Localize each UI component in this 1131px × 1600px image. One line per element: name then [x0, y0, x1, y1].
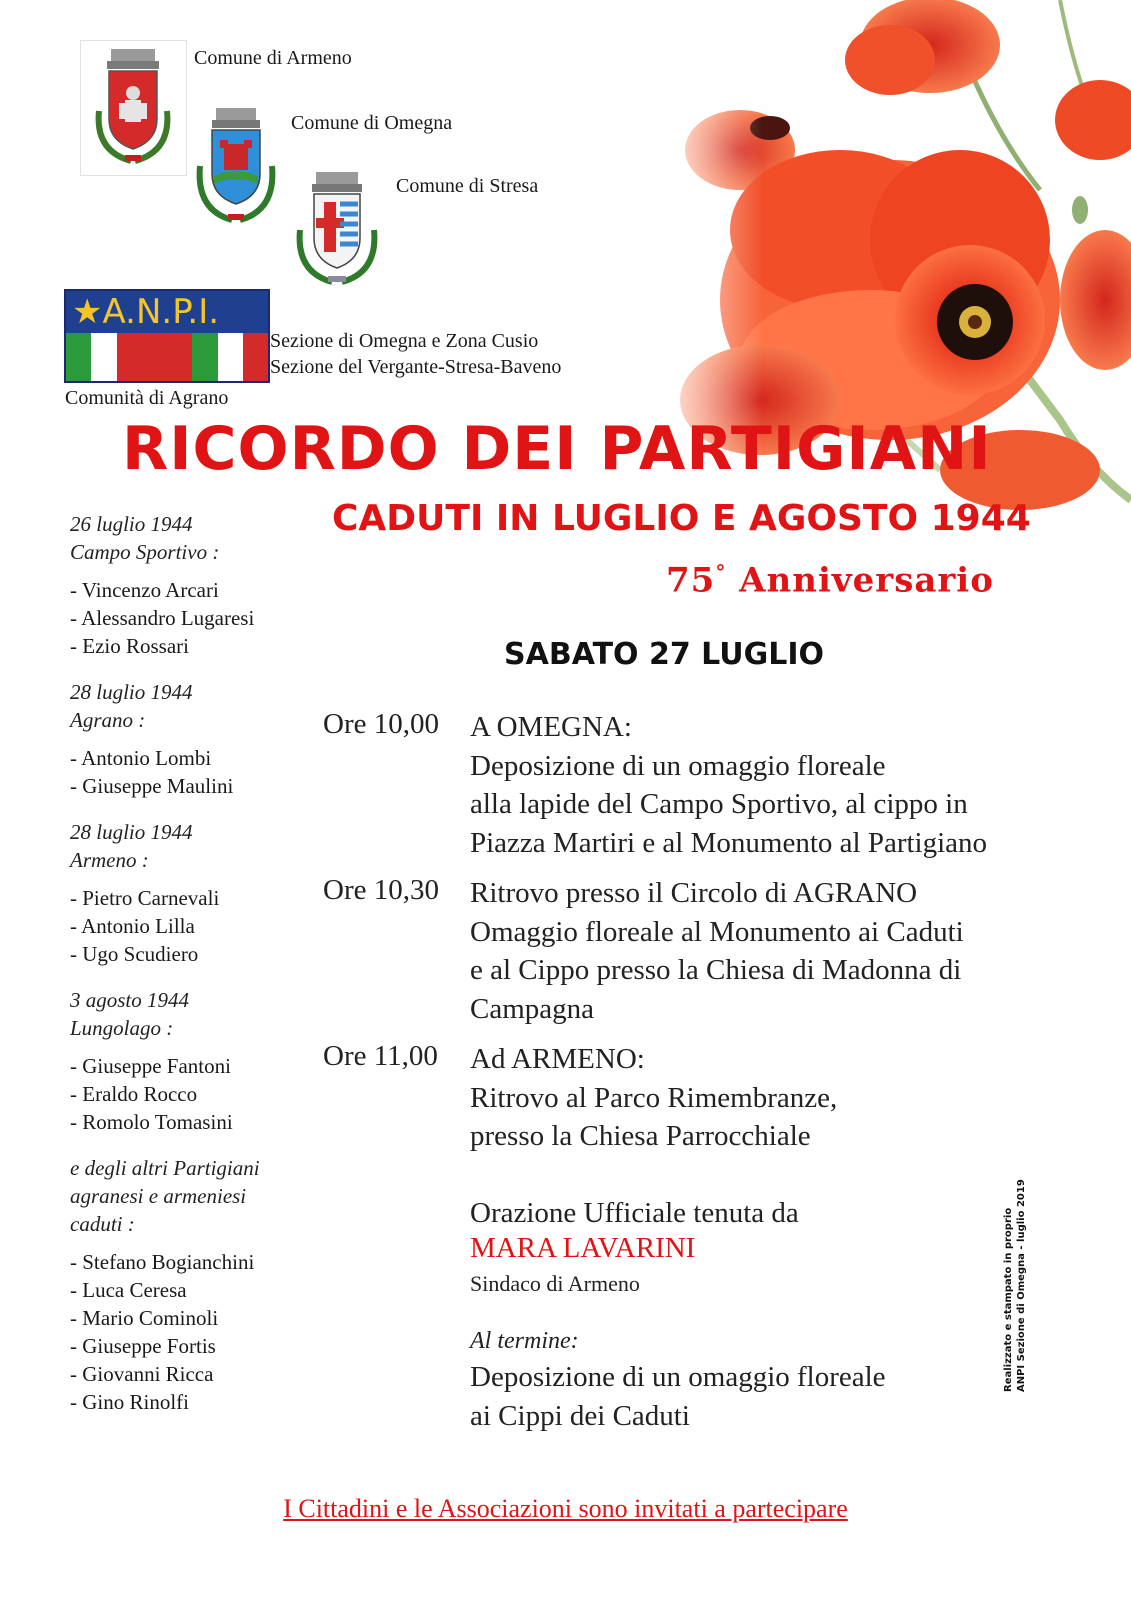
- sezione-vergante: Sezione del Vergante-Stresa-Baveno: [270, 356, 562, 378]
- caduto-name: - Ezio Rossari: [70, 634, 189, 658]
- caduto-name: - Giuseppe Fantoni: [70, 1054, 231, 1078]
- armeno-crest-icon: [81, 41, 186, 175]
- program-line: Ritrovo presso il Circolo di AGRANO: [470, 877, 918, 909]
- termine-block: [470, 1358, 886, 1435]
- program-block: [470, 708, 987, 862]
- anniversary-number: 75: [666, 560, 716, 601]
- anniversary-title: [666, 560, 994, 600]
- program-time: Ore 10,30: [323, 874, 439, 906]
- caduto-name: - Eraldo Rocco: [70, 1082, 198, 1106]
- termine-label: Al termine:: [470, 1328, 579, 1354]
- caduti-group-place: Agrano :: [70, 708, 146, 732]
- program-line: alla lapide del Campo Sportivo, al cippo in: [470, 788, 968, 820]
- program-line: e al Cippo presso la Chiesa di Madonna di: [470, 954, 962, 986]
- caduti-group-date: e degli altri Partigiani: [70, 1156, 260, 1180]
- caduti-group-place: Campo Sportivo :: [70, 540, 220, 564]
- program-block: [470, 1040, 837, 1156]
- program-time: Ore 10,00: [323, 708, 439, 740]
- sezione-omegna: Sezione di Omegna e Zona Cusio: [270, 330, 539, 352]
- anniversary-word: Anniversario: [739, 560, 994, 601]
- caduto-name: - Stefano Bogianchini: [70, 1250, 255, 1274]
- credits-line: ANPI Sezione di Omegna - luglio 2019: [1016, 1179, 1027, 1392]
- program-line: Deposizione di un omaggio floreale: [470, 749, 886, 782]
- comune-omegna-label: Comune di Omegna: [291, 112, 453, 134]
- caduti-group-place: agranesi e armeniesi: [70, 1184, 247, 1208]
- program-line: Ad ARMENO:: [470, 1043, 645, 1075]
- sub-title: CADUTI IN LUGLIO E AGOSTO 1944: [332, 498, 1031, 539]
- comunita-agrano: Comunità di Agrano: [65, 387, 229, 409]
- program-line: Campagna: [470, 992, 595, 1025]
- termine-line: Deposizione di un omaggio floreale: [470, 1361, 886, 1393]
- print-credits: [1002, 1179, 1028, 1392]
- caduto-name: - Giuseppe Fortis: [70, 1334, 216, 1358]
- caduto-name: - Romolo Tomasini: [70, 1110, 233, 1134]
- termine-line: ai Cippi dei Caduti: [470, 1399, 690, 1432]
- invite-text: I Cittadini e le Associazioni sono invitati a partecipare: [283, 1494, 848, 1523]
- caduto-name: - Pietro Carnevali: [70, 886, 220, 910]
- orazione-intro: Orazione Ufficiale tenuta da: [470, 1197, 799, 1229]
- caduti-group-place: Armeno :: [70, 848, 149, 872]
- caduto-name: - Vincenzo Arcari: [70, 578, 219, 602]
- caduti-group-place: Lungolago :: [70, 1016, 174, 1040]
- anniversary-degree: °: [715, 560, 727, 584]
- anpi-logo-text: ★A.N.P.I.: [66, 291, 268, 333]
- caduti-group: [70, 1154, 310, 1416]
- caduti-group-date: 28 luglio 1944: [70, 820, 193, 844]
- credits-line: Realizzato e stampato in proprio: [1003, 1207, 1014, 1392]
- anpi-sezioni: [270, 328, 561, 380]
- caduto-name: - Giovanni Ricca: [70, 1362, 214, 1386]
- orazione-role: Sindaco di Armeno: [470, 1271, 640, 1296]
- armeno-crest-frame: [80, 40, 187, 176]
- stresa-crest-icon: [288, 168, 386, 294]
- caduto-name: - Luca Ceresa: [70, 1278, 187, 1302]
- caduti-group: [70, 986, 310, 1136]
- caduti-group: [70, 678, 310, 800]
- main-title: RICORDO DEI PARTIGIANI: [122, 414, 992, 484]
- caduti-group: [70, 818, 310, 968]
- caduti-group-date: 26 luglio 1944: [70, 512, 193, 536]
- program-time: Ore 11,00: [323, 1040, 438, 1072]
- caduti-group-date: 28 luglio 1944: [70, 680, 193, 704]
- caduto-name: - Ugo Scudiero: [70, 942, 199, 966]
- caduto-name: - Mario Cominoli: [70, 1306, 219, 1330]
- orazione-speaker: MARA LAVARINI: [470, 1232, 696, 1264]
- program-block: [470, 874, 964, 1028]
- program-line: Omaggio floreale al Monumento ai Caduti: [470, 915, 964, 948]
- anpi-flag-stripes: [66, 333, 268, 381]
- caduti-group-place: caduti :: [70, 1212, 135, 1236]
- program-line: A OMEGNA:: [470, 711, 632, 743]
- caduti-group: [70, 510, 310, 660]
- comune-stresa-label: Comune di Stresa: [396, 175, 539, 197]
- caduto-name: - Antonio Lombi: [70, 746, 212, 770]
- event-date: SABATO 27 LUGLIO: [504, 637, 824, 672]
- caduto-name: - Alessandro Lugaresi: [70, 606, 255, 630]
- program-line: presso la Chiesa Parrocchiale: [470, 1120, 811, 1152]
- program-line: Ritrovo al Parco Rimembranze,: [470, 1081, 838, 1114]
- omegna-crest-icon: [190, 104, 282, 232]
- program-line: Piazza Martiri e al Monumento al Partigiano: [470, 826, 988, 859]
- caduti-group-date: 3 agosto 1944: [70, 988, 190, 1012]
- comune-armeno-label: Comune di Armeno: [194, 47, 352, 69]
- caduti-list: [70, 510, 310, 1434]
- caduto-name: - Antonio Lilla: [70, 914, 195, 938]
- caduto-name: - Gino Rinolfi: [70, 1390, 189, 1414]
- anpi-logo: [64, 289, 270, 383]
- caduto-name: - Giuseppe Maulini: [70, 774, 234, 798]
